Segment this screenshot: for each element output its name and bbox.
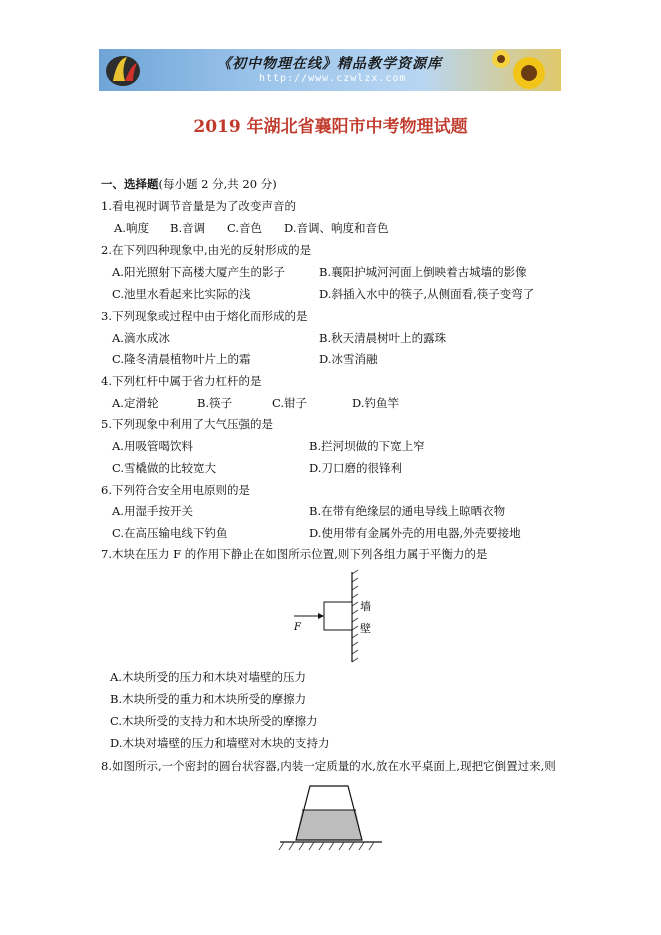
question-stem: 2.在下列四种现象中,由光的反射形成的是 — [101, 243, 312, 257]
option: B.在带有绝缘层的通电导线上晾晒衣物 — [309, 504, 506, 518]
option: D.木块对墙壁的压力和墙壁对木块的支持力 — [110, 736, 330, 750]
option: B.木块所受的重力和木块所受的摩擦力 — [110, 692, 307, 706]
option: D.钓鱼竿 — [352, 396, 399, 410]
question-stem: 8.如图所示,一个密封的圆台状容器,内装一定质量的水,放在水平桌面上,现把它倒置过来,则 — [101, 759, 556, 773]
option: D.斜插入水中的筷子,从侧面看,筷子变弯了 — [319, 287, 535, 301]
force-label: F — [294, 622, 301, 633]
banner-title: 《初中物理在线》精品教学资源库 — [217, 56, 442, 72]
question-stem: 3.下列现象或过程中由于熔化而形成的是 — [101, 309, 308, 323]
question-stem: 1.看电视时调节音量是为了改变声音的 — [101, 199, 296, 213]
question-stem: 5.下列现象中利用了大气压强的是 — [101, 417, 273, 431]
figure-frustum-container — [276, 780, 386, 860]
option: D.刀口磨的很锋利 — [309, 461, 402, 475]
option: C.池里水看起来比实际的浅 — [112, 287, 251, 301]
option: A.用湿手按开关 — [112, 504, 193, 518]
option: C.雪橇做的比较宽大 — [112, 461, 217, 475]
section-heading-note: (每小题 2 分,共 20 分) — [158, 177, 277, 191]
wall-label-2: 壁 — [360, 622, 371, 635]
option: D.音调、响度和音色 — [284, 221, 389, 235]
figure-block-wall — [280, 570, 390, 666]
option: D.使用带有金属外壳的用电器,外壳要接地 — [309, 526, 521, 540]
option: C.音色 — [227, 221, 263, 235]
sunflower-icon — [487, 49, 557, 91]
option: A.阳光照射下高楼大厦产生的影子 — [112, 265, 285, 279]
option: B.筷子 — [197, 396, 233, 410]
option: C.钳子 — [272, 396, 308, 410]
wall-label-1: 墙 — [360, 600, 371, 613]
option: A.木块所受的压力和木块对墙壁的压力 — [110, 670, 306, 684]
option: D.冰雪消融 — [319, 352, 378, 366]
option: C.隆冬清晨植物叶片上的霜 — [112, 352, 251, 366]
option: A.用吸管喝饮料 — [112, 439, 193, 453]
question-stem: 6.下列符合安全用电原则的是 — [101, 483, 250, 497]
section-heading — [101, 176, 277, 192]
section-heading-label: 一、选择题 — [101, 177, 159, 191]
option: A.响度 — [114, 221, 149, 235]
option: B.秋天清晨树叶上的露珠 — [319, 331, 447, 345]
option: A.定滑轮 — [112, 396, 159, 410]
question-stem: 7.木块在压力 F 的作用下静止在如图所示位置,则下列各组力属于平衡力的是 — [101, 547, 488, 561]
question-stem: 4.下列杠杆中属于省力杠杆的是 — [101, 374, 262, 388]
option: B.拦河坝做的下宽上窄 — [309, 439, 425, 453]
option: A.滴水成冰 — [112, 331, 170, 345]
option: C.在高压输电线下钓鱼 — [112, 526, 228, 540]
header-banner — [99, 49, 561, 91]
option: B.音调 — [170, 221, 206, 235]
site-logo-icon — [103, 51, 143, 89]
page-title: 2019 年湖北省襄阳市中考物理试题 — [193, 117, 468, 137]
option: B.襄阳护城河河面上倒映着古城墙的影像 — [319, 265, 527, 279]
option: C.木块所受的支持力和木块所受的摩擦力 — [110, 714, 318, 728]
banner-url: http://www.czwlzx.com — [259, 73, 407, 84]
